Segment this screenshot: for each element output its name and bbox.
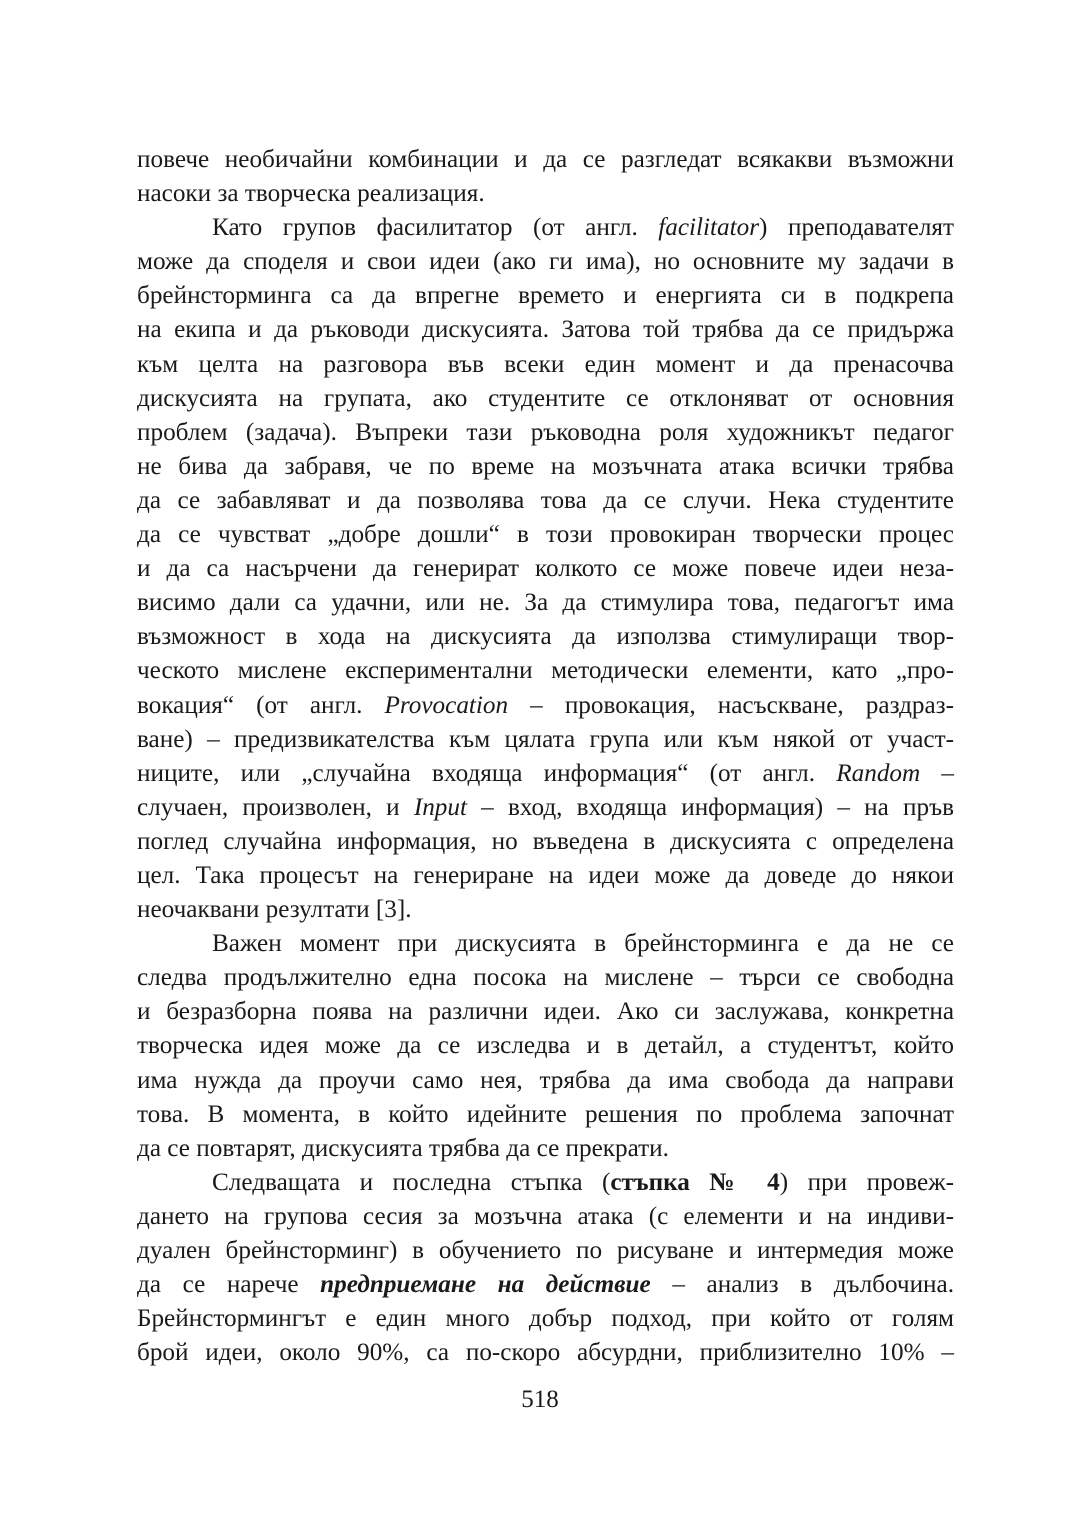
text-line: да се чувстват „добре дошли“ в този провокиран творчески процес <box>137 521 954 549</box>
text-line: има нужда да проучи само нея, трябва да има свобода да направи <box>137 1066 954 1094</box>
text-line: да се нарече предприемане на действие – анализ в дълбочина. <box>137 1271 955 1299</box>
text-line: висимо дали са удачни, или не. За да стимулира това, педагогът има <box>137 589 954 617</box>
text-line: брой идеи, около 90%, са по-скоро абсурдни, приблизително 10% – <box>137 1339 954 1367</box>
bold-italic-term: предприемане на действие <box>320 1271 651 1299</box>
text-line: дискусията на групата, ако студентите се отклоняват от основния <box>137 384 954 412</box>
page-number: 518 <box>521 1386 559 1413</box>
text-line: поглед случайна информация, но въведена в дискусията с определена <box>137 827 954 855</box>
text-line: възможност в хода на дискусията да използва стимулиращи твор- <box>137 623 954 651</box>
text-line: Следващата и последна стъпка (стъпка № 4) при провеж- <box>212 1168 954 1196</box>
text-line: проблем (задача). Въпреки тази ръководна роля художникът педагог <box>137 418 954 446</box>
text-line: дането на групова сесия за мозъчна атака (с елементи и на индиви- <box>137 1202 954 1230</box>
text-line: на екипа и да ръководи дискусията. Затова той трябва да се придържа <box>137 316 954 344</box>
text-line: не бива да забравя, че по време на мозъчната атака всички трябва <box>137 452 954 480</box>
text-line: това. В момента, в който идейните решения по проблема започнат <box>137 1100 954 1128</box>
text-line: Брейнстормингът е един много добър подход, при който от голям <box>137 1305 954 1333</box>
bold-term: стъпка № 4 <box>610 1168 780 1196</box>
text-line: Важен момент при дискусията в брейнсторминга е да не се <box>212 930 954 958</box>
text-line: дуален брейнсторминг) в обучението по рисуване и интермедия може <box>137 1237 954 1264</box>
text-line: и да са насърчени да генерират колкото се може повече идеи неза- <box>137 555 954 583</box>
italic-term: Input <box>413 793 467 821</box>
text-line: ниците, или „случайна входяща информация“ (от англ. Random – <box>137 759 955 787</box>
italic-term: Random <box>836 759 921 787</box>
paragraph <box>137 927 954 1166</box>
text-line: Като групов фасилитатор (от англ. facilitator) преподавателят <box>212 214 954 242</box>
paragraph <box>137 1166 954 1371</box>
text-line: случаен, произволен, и Input – вход, входяща информация) – на пръв <box>137 793 954 821</box>
text-line: да се забавляват и да позволява това да се случи. Нека студентите <box>137 486 954 514</box>
document-body <box>137 143 954 1370</box>
italic-term: Provocation <box>384 691 509 719</box>
paragraph <box>137 143 954 211</box>
text-line: ване) – предизвикателства към цялата група или към някой от участ- <box>137 725 954 753</box>
text-line: вокация“ (от англ. Provocation – провокация, насъскване, раздраз- <box>137 691 954 719</box>
text-line: може да споделя и свои идеи (ако ги има), но основните му задачи в <box>137 248 954 276</box>
text-line: брейнсторминга са да впрегне времето и енергията си в подкрепа <box>137 282 954 310</box>
text-line: следва продължително една посока на мислене – търси се свободна <box>137 964 954 992</box>
text-line: насоки за творческа реализация. <box>137 180 485 208</box>
text-line: ческото мислене експериментални методически елементи, като „про- <box>137 657 954 685</box>
text-line: към целта на разговора във всеки един момент и да пренасочва <box>137 350 954 378</box>
text-line: цел. Така процесът на генериране на идеи може да доведе до някои <box>137 861 954 889</box>
italic-term: facilitator <box>658 214 760 242</box>
text-line: повече необичайни комбинации и да се разгледат всякакви възможни <box>137 146 954 173</box>
paragraph <box>137 211 954 927</box>
text-line: и безразборна поява на различни идеи. Ако си заслужава, конкретна <box>137 998 954 1026</box>
text-line: неочаквани резултати [3]. <box>137 896 412 924</box>
text-line: да се повтарят, дискусията трябва да се прекрати. <box>137 1134 669 1162</box>
text-line: творческа идея може да се изследва и в детайл, а студентът, който <box>137 1032 954 1060</box>
